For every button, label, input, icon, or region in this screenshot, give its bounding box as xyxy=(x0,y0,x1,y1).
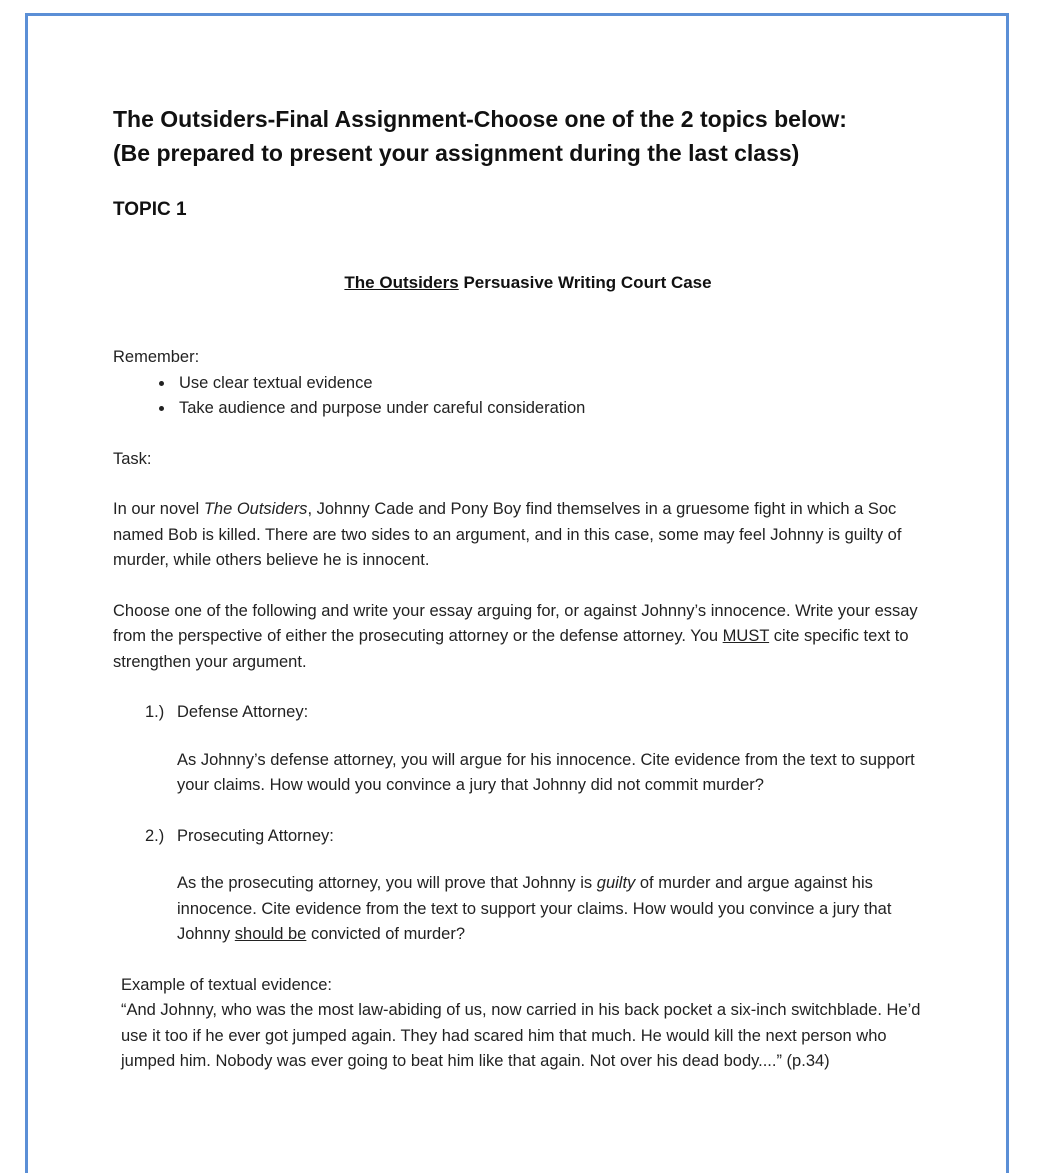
heading-line-1: The Outsiders-Final Assignment-Choose one of the 2 topics below: xyxy=(113,106,847,132)
role-number: 1.) xyxy=(145,703,165,721)
heading-line-2: (Be prepared to present your assignment during the last class) xyxy=(113,140,800,166)
instructions-before: Choose one of the following and write your essay arguing for, or against Johnny’s innocence. Write your essay from the perspective of either the prosecuting attorney or the defense attorney. You xyxy=(113,601,918,645)
role-number: 2.) xyxy=(145,826,165,845)
role-title: Defense Attorney: xyxy=(177,703,309,721)
remember-item: • Use clear textual evidence xyxy=(175,371,943,397)
example-label: Example of textual evidence: xyxy=(121,975,332,994)
court-case-title xyxy=(113,271,943,295)
prosecution-text-should-be: should be xyxy=(234,925,307,943)
topic-label: TOPIC 1 xyxy=(113,199,187,220)
title-book-name: The Outsiders xyxy=(344,273,459,292)
example-section xyxy=(113,973,943,1075)
document-page xyxy=(25,13,1009,1173)
remember-label: Remember: xyxy=(113,348,200,366)
role-prosecution-text xyxy=(113,871,943,948)
prosecution-text-guilty: guilty xyxy=(596,874,636,892)
intro-book-title: The Outsiders xyxy=(203,500,308,518)
example-quote: “And Johnny, who was the most law-abiding of us, now carried in his back pocket a six-inch switchblade. He’d use it too if he ever got jumped again. They had scared him that much. He would kill the next person who jumped him. Nobody was ever going to beat him like that again. Not over his dead body....” (p.34) xyxy=(121,1001,921,1070)
role-title: Prosecuting Attorney: xyxy=(177,826,334,845)
prosecution-text-mid: of murder and argue against his innocence. Cite evidence from the text to support your claims. How would you convince a jury that Johnny xyxy=(177,874,892,943)
instructions-after: cite specific text to strengthen your argument. xyxy=(113,627,909,671)
remember-item: • Take audience and purpose under careful consideration xyxy=(175,396,943,422)
role-defense-heading xyxy=(113,700,943,726)
assignment-heading xyxy=(113,102,943,170)
title-rest: Persuasive Writing Court Case xyxy=(458,273,712,292)
intro-paragraph xyxy=(113,497,943,574)
task-label: Task: xyxy=(113,449,152,468)
instructions-paragraph xyxy=(113,599,943,676)
intro-before: In our novel xyxy=(113,500,204,518)
prosecution-text-after: convicted of murder? xyxy=(306,925,466,943)
intro-after: , Johnny Cade and Pony Boy find themselves in a gruesome fight in which a Soc named Bob is killed. There are two sides to an argument, and in this case, some may feel Johnny is guilty of murder, while others believe he is innocent. xyxy=(113,500,902,569)
role-defense-text: As Johnny’s defense attorney, you will argue for his innocence. Cite evidence from the text to support your claims. How would you convince a jury that Johnny did not commit murder? xyxy=(177,750,915,794)
remember-list xyxy=(113,371,943,422)
role-prosecution-heading xyxy=(113,824,943,850)
instructions-must: MUST xyxy=(722,627,770,645)
prosecution-text-before: As the prosecuting attorney, you will prove that Johnny is xyxy=(177,874,597,892)
document-content xyxy=(113,102,943,1075)
remember-section xyxy=(113,345,943,422)
